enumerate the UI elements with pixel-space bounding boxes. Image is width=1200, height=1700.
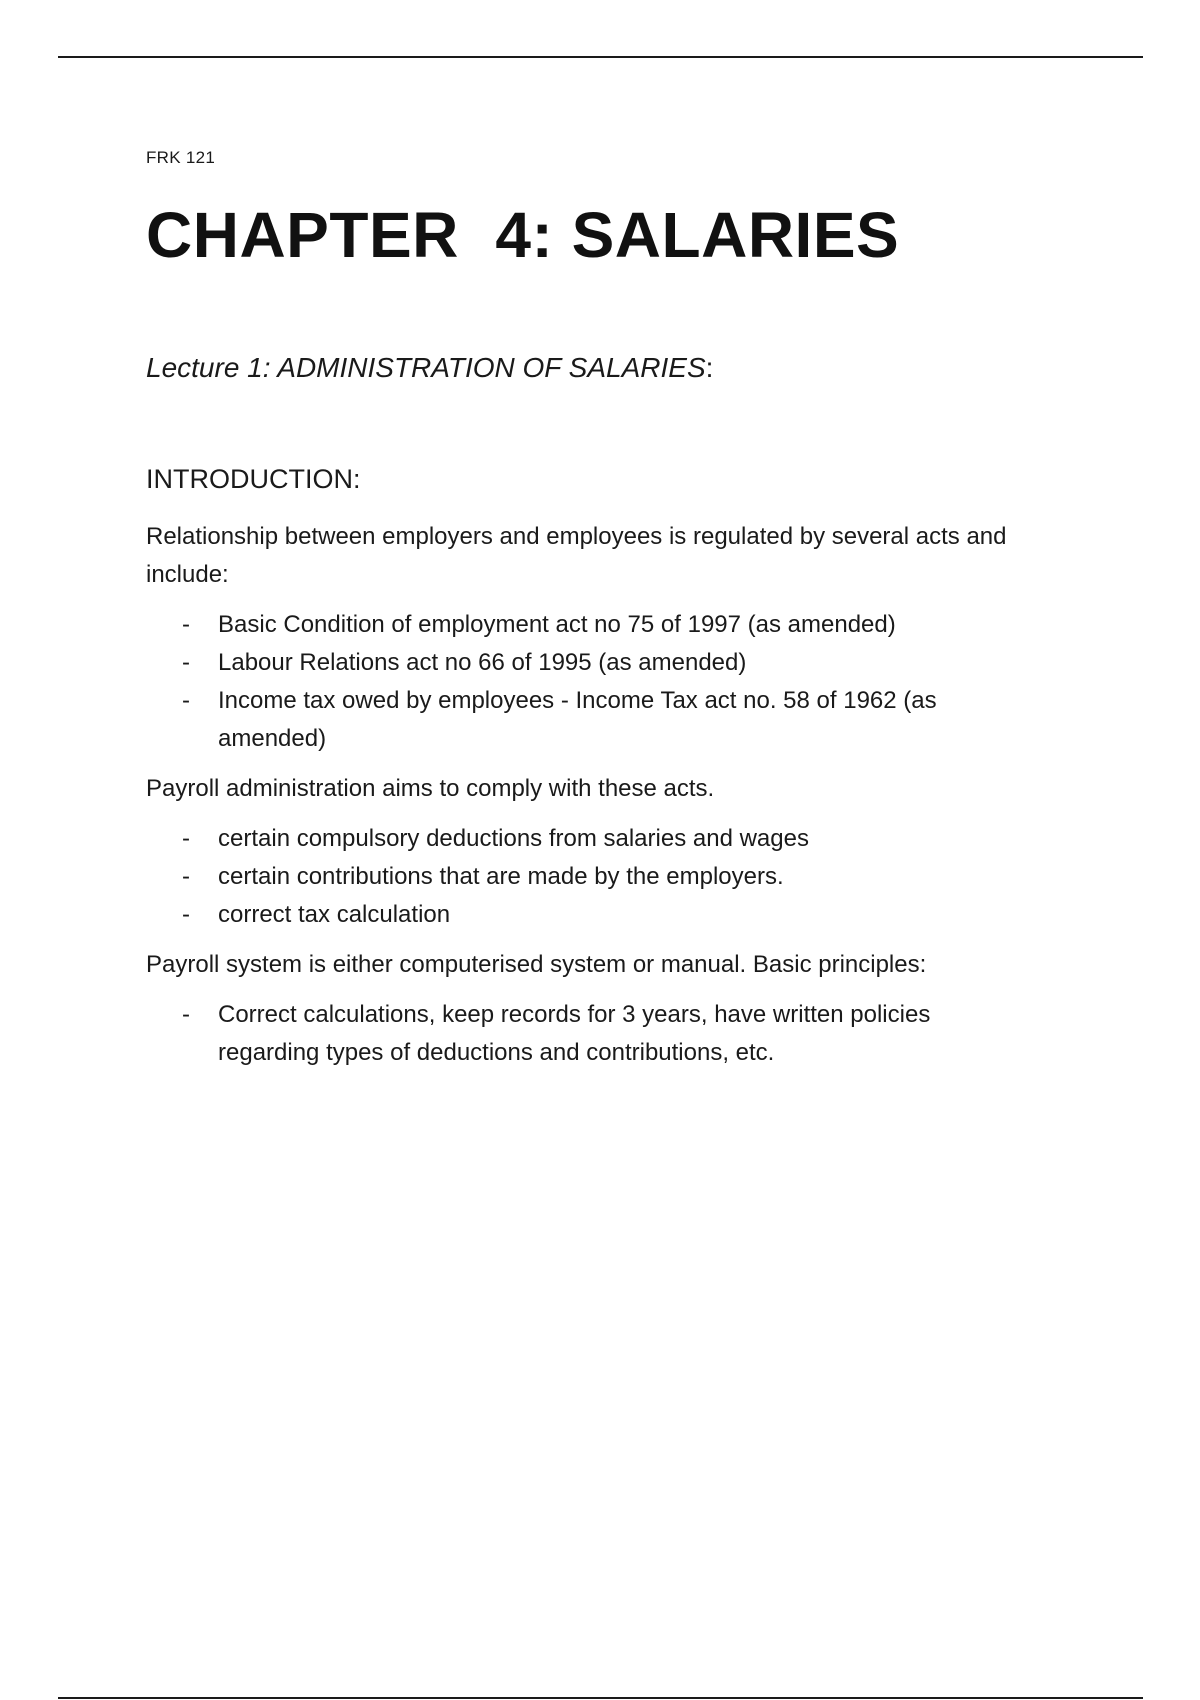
list-item-text: Income tax owed by employees - Income Tax act no. 58 of 1962 (as amended): [218, 687, 937, 752]
chapter-title: CHAPTER 4: SALARIES: [146, 199, 900, 271]
bullet-dash: -: [182, 611, 190, 638]
document-body: [146, 518, 1026, 1084]
bullet-dash: -: [182, 687, 190, 714]
list-item: [146, 996, 1018, 1072]
payroll-system-paragraph: Payroll system is either computerised system or manual. Basic principles:: [146, 951, 927, 978]
acts-list: [146, 606, 1026, 758]
lecture-title-colon: :: [705, 352, 714, 383]
lecture-title: [146, 352, 713, 384]
footer-rule: [58, 1697, 1143, 1699]
list-item-text: Labour Relations act no 66 of 1995 (as amended): [218, 649, 747, 676]
bullet-dash: -: [182, 649, 190, 676]
bullet-dash: -: [182, 901, 190, 928]
principles-list: [146, 996, 1026, 1072]
bullet-dash: -: [182, 825, 190, 852]
list-item: [146, 644, 1018, 682]
lecture-title-text: Lecture 1: ADMINISTRATION OF SALARIES: [146, 352, 706, 383]
header-rule: [58, 56, 1143, 58]
list-item-text: correct tax calculation: [218, 901, 451, 928]
list-item-text: certain compulsory deductions from salaries and wages: [218, 825, 809, 852]
list-item-text: certain contributions that are made by the employers.: [218, 863, 784, 890]
list-item: [146, 682, 1018, 758]
section-heading-introduction: INTRODUCTION:: [146, 464, 361, 494]
bullet-dash: -: [182, 1001, 190, 1028]
payroll-admin-paragraph: Payroll administration aims to comply with these acts.: [146, 775, 715, 802]
list-item-text: Correct calculations, keep records for 3 years, have written policies regarding types of deductions and contributions, etc.: [218, 1001, 931, 1066]
intro-paragraph: Relationship between employers and employees is regulated by several acts and include:: [146, 523, 1007, 588]
bullet-dash: -: [182, 863, 190, 890]
payroll-admin-list: [146, 820, 1026, 934]
list-item: [146, 606, 1018, 644]
list-item: [146, 858, 1018, 896]
list-item: [146, 896, 1018, 934]
list-item: [146, 820, 1018, 858]
course-code: FRK 121: [146, 148, 216, 167]
list-item-text: Basic Condition of employment act no 75 of 1997 (as amended): [218, 611, 896, 638]
